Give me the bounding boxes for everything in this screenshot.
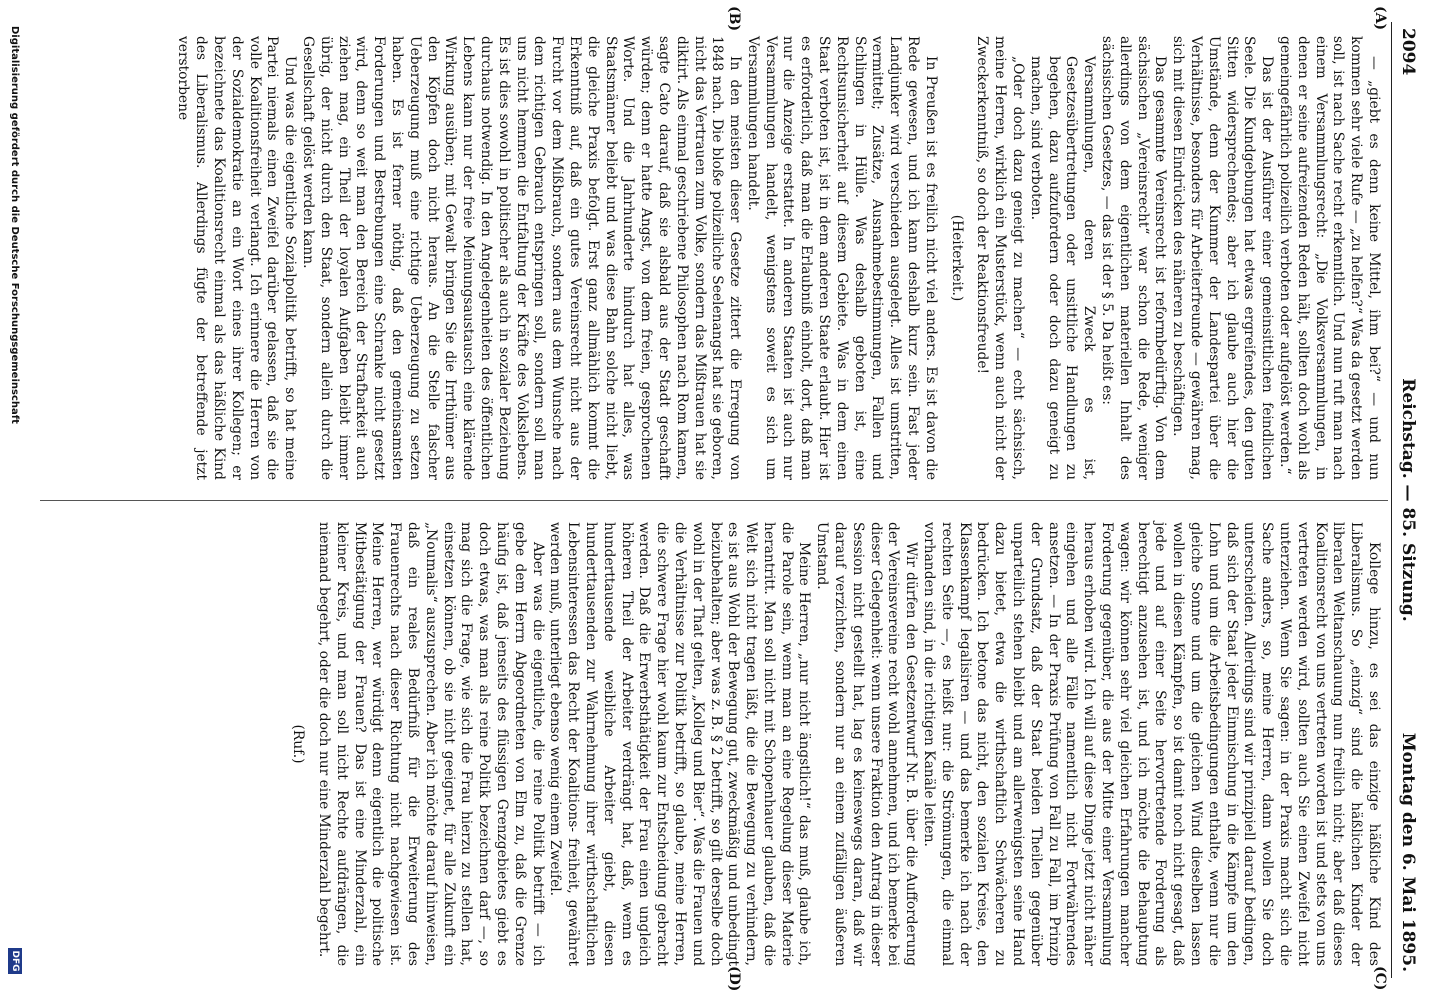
dfg-logo: DFG [8, 948, 22, 974]
margin-letter-b: (B) [726, 6, 742, 32]
margin-letter-d: (D) [726, 966, 742, 992]
session-date: Montag den 6. Mai 1895. [1398, 732, 1418, 972]
digitization-credit: Digitalisierung gefördert durch die Deutsche Forschungsgemeinschaft [9, 26, 20, 424]
right-column-paragraph: (Ruf.) [290, 724, 307, 764]
left-column-paragraph: „Oder doch dazu geneigt zu machen“ — echt sächsisch, meine Herren, wirklich ein Musterstück, wenn auch nicht der Zweckerkenntniß, so doch der Reaktionsfreude! [974, 36, 1027, 480]
left-column-paragraph: Und was die eigentliche Sozialpolitik betrifft, so hat meine Partei niemals einen Zweifel darüber gelassen, daß sie die volle Koalitionsfreiheit verlangt. Ich erinnere die Herren von der Sozialdemokratie an ein Wort eines ihrer Kollegen; er bezeichnete das Koalitionsrecht einmal als das häßliche Kind des Liberalismus. Allerdings fügte der betreffende jetzt verstorbene [175, 36, 299, 480]
left-column-paragraph: Das ist der Ausführer einer gemeinsittlichen feindlichen Seele. Die Kundgebungen hat etwas ergreifendes, den guten Sitten widersprechendes; aber ich glaube auch hier die Umstände, denn der Kummer der Landespartei über die Verhältnisse, besonders für Arbeiterfreunde — gewähren mag, sich mit diesen Eindrücken des näheren zu beschäftigen. [1170, 36, 1276, 480]
right-column-paragraph: Kollege hinzu, es sei das einzige häßliche Kind des Liberalismus. So „einzig“ sind die häßlichen Kinder der liberalen Weltanschauung nun freilich nicht; aber daß dieses Koalitionsrecht von uns vertreten worden ist und stets von uns vertreten werden wird, sollten auch Sie einen Zweifel nicht unterziehen. Wenn Sie sagen: in der Praxis macht sich die Sache anders, so, meine Herren, dann wollen Sie doch unterscheiden. Allerdings sind wir prinzipiell darauf bedingen, daß sich der Staat jeder Einmischung in die Kämpfe um den Lohn und um die Arbeitsbedingungen enthalte, wenn nur die gleiche Sonne und um die gleichen Wind dieselben lassen wollen in diesen Kämpfen, so ist damit noch nicht gesagt, daß jede und auf einer Seite hervortretende Forderung als berechtigt anzusehen ist, und ich möchte die Behauptung wagen: wir können sehr viel gleichen Erfahrungen mancher Forderung gegenüber, die aus der Mitte einer Versammlung heraus erhoben wird. Ich will auf diese Dinge jetzt nicht näher eingehen und alle Fälle namentlich nicht Fortwährendes ansetzen. — In der Praxis Prüfung von Fall zu Fall, im Prinzip der Grundsatz, daß der Staat beiden Theilen gegenüber unparteilich stehen bleibt und am allerwenigsten seine Hand dazu bietet, etwa die wirthschaftlich Schwächeren zu bedrücken. Ich betone das nicht, den sozialen Kreise, den Klassenkampf legalisiren — und das bemerke ich nach der rechten Seite —, es heißt nur: die Strömungen, die einmal vorhanden sind, in die richtigen Kanäle leiten. [921, 522, 1382, 966]
page-footer [4, 0, 24, 1000]
column-divider [40, 500, 1388, 501]
page-header [1394, 22, 1424, 978]
margin-letter-c: (C) [1372, 966, 1388, 991]
left-column [174, 36, 1382, 480]
right-column-paragraph: Meine Herren, „nur nicht ängstlich!“ das muß, glaube ich, die Parole sein, wenn man an eine Regelung dieser Materie herantritt. Man soll nicht mit Schopenhauer glauben, daß die Welt sich nicht tragen läßt, die die Bewegung zu verhindern, es ist aus Wohl der Bewegung gut, zweckmäßig und unbedingt beizubehalten; aber was z. B. § 2 betrifft, so gilt derselbe doch wohl in der That gelten, „Kolleg und Bier“. Was die Frauen und die Verhältnisse zur Politik betrifft, so glaube, meine Herren, die schwere Frage hier wohl kaum zur Entscheidung gebracht werden. Daß die Erwerbsthätigkeit der Frau einen ungleich höheren Theil der Arbeiter verdrängt hat, daß, wenn es hunderttausende weibliche Arbeiter giebt, diesen hunderttausenden zur Wahrnehmung ihrer wirthschaftlichen Lebensinteressen das Recht der Koalitions- freiheit, gewähret werden muß, unterliegt ebenso wenig einem Zweifel. [547, 522, 813, 966]
right-column-paragraph: Wir dürfen den Gesetzentwurf Nr. B. über die Aufforderung der Vereinsvereine recht wohl annehmen, und ich bemerke bei dieser Gelegenheit: wenn unsere Fraktion den Antrag in dieser Session nicht gestellt hat, lag es keineswegs daran, daß wir darauf verzichten, sondern nur an einem zufälligen äußeren Umstand. [814, 522, 920, 966]
margin-letter-a: (A) [1372, 6, 1388, 31]
left-column-paragraph: In Preußen ist es freilich nicht viel anders. Es ist davon die Rede gewesen, und ich kann deshalb kurz sein. Fast jeder Landjunker wird verschieden ausgelegt. Alles ist umstritten, vermittelt; Zusätze, Ausnahmebestimmungen, Fallen und Schlingen in Hülle. Was deshalb geboten ist, eine Rechtsunsicherheit auf diesem Gebiete. Was in dem einen Staat verboten ist, ist in dem anderen Staate erlaubt. Hier ist es erforderlich, daß man die Erlaubniß einholt, dort, daß man nur die Anzeige erstattet. In anderen Staaten ist auch nur Versammlungen handelt, wenigstens soweit es sich um Versammlungen handelt. [744, 36, 939, 480]
right-column [280, 522, 1382, 966]
header-rule [1391, 22, 1392, 978]
left-column-paragraph: In den meisten dieser Gesetze zittert die Erregung von 1848 nach. Die bloße polizeiliche Seelenangst hat sie geboren, nicht das Vertrauen zum Volke, sondern das Mißtrauen hat sie diktirt. Als einmal geschriebene Philosophen nach Rom kamen, sagte Cato darauf, daß sie alsbald aus der Stadt geschafft würden; denn er hatte Angst, von dem freien, gesprochenen Worte. Und die Jahrhunderte hindurch hat alles, was Staatsmänner beliebt und was diese Bahn solche nicht liebt, die gleiche Praxis befolgt. Erst ganz allmählich kommt die Erkenntniß auf, daß ein gutes Vereinsrecht nicht aus der Furcht vor dem Mißbrauch, sondern aus dem Wunsche nach dem richtigen Gebrauch entspringen soll, sondern soll man uns nicht hemmen die Entfaltung der Kräfte des Volkslebens. Es ist dies sowohl in politischer als auch in sozialer Beziehung durchaus notwendig. In den Angelegenheiten des öffentlichen Lebens kann nur der freie Meinungsaustausch eine klärende Wirkung ausüben; mit Gewalt bringen Sie die Irrthümer aus den Köpfen doch nicht heraus. An die Stelle falscher Ueberzeugung muß eine richtige Ueberzeugung zu setzen haben. Es ist ferner nöthig, daß den gemeinsamsten Forderungen und Bestrebungen eine Schranke nicht gesetzt wird, denn so weit man den Bereich der Strafbarkeit auch ziehen mag, ein Theil der loyalen Aufgaben bleibt immer übrig, der nicht durch den Staat, sondern allein durch die Gesellschaft gelöst werden kann. [299, 36, 744, 480]
session-title: Reichstag. — 85. Sitzung. [1398, 378, 1418, 622]
page-number: 2094 [1398, 28, 1418, 76]
left-column-paragraph: — „giebt es denn keine Mittel, ihm bei?“ — und nun kommen sehr viele Rufe — „zu helfen?“ Was da gesetzt werden soll, ist nach Sache recht erkenntlich. Und nun ruft man nach einem Versammlungsrecht: „Die Volksversammlungen, in denen er seine aufreizenden Reden hält, sollten doch wohl als gemeingefährlich polizeilich verboten oder aufgelöst werden.“ [1277, 36, 1382, 480]
left-column-paragraph: Das gesammte Vereinsrecht ist reformbedürftig. Von dem sächsischen „Vereinsrecht“ war schon die Rede, weniger allerdings von dem eigentlichen materiellen Inhalt des sächsischen Gesetzes, — das ist der § 5. Da heißt es: [1099, 36, 1169, 480]
right-column-paragraph: Aber was die eigentliche, die reine Politik betrifft — ich gebe dem Herrn Abgeordneten von Elm zu, daß die Grenze häufig ist, daß jenseits des flüssigen Grenzgebietes giebt es doch etwas, was man als reine Politik bezeichnen darf —, so mag sich die Frage, wie sich die Frau hierzu zu stellen hat, einsetzen können, ob sie nicht geeignet, für alle Zukunft ein „Noumalis“ auszusprechen. Aber ich möchte darauf hinweisen, daß ein reales Bedürfniß für die Erweiterung des Frauenrechts nach dieser Richtung nicht nachgewiesen ist. Meine Herren, wer würdigt denn eigentlich die politische Mitbestätigung der Frauen? Das ist eine Minderzahl, ein kleiner Kreis, und man soll nicht Rechte aufdrängen, die niemand begehrt, oder die doch nur eine Minderzahl begehrt. [315, 522, 546, 966]
left-column-paragraph: (Heiterkeit.) [948, 214, 965, 302]
left-column-paragraph: Versammlungen, deren Zweck es ist, Gesetzesübertretungen oder unsittliche Handlungen zu begehen, dazu aufzufordern oder doch dazu geneigt zu machen, sind verboten. [1027, 56, 1098, 480]
